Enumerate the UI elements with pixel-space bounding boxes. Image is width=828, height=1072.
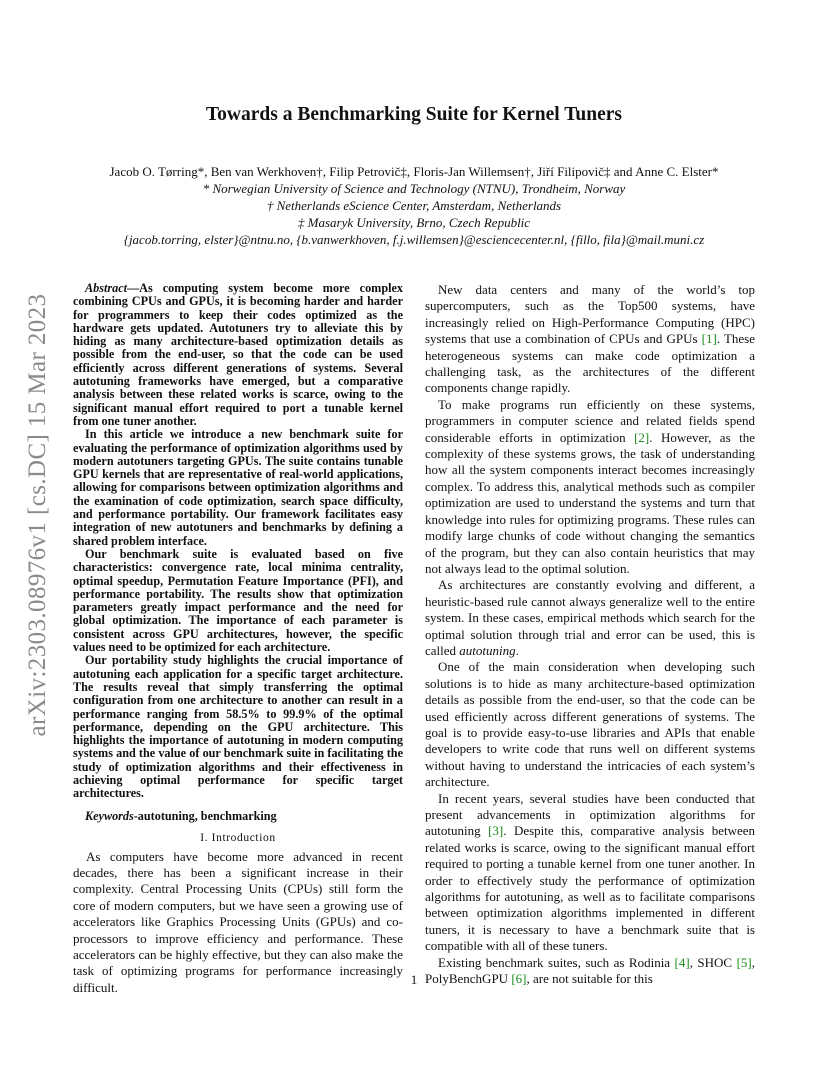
keywords <box>73 809 403 823</box>
abstract-paragraph: In this article we introduce a new benchmark suite for evaluating the performance of optimization algorithms used by modern autotuners targeting GPUs. The suite contains tunable GPU kernels that are representative of real-world applications, allowing for comparisons between optimization algorithms and the examination of code optimization, search space difficulty, and performance portability. Our framework facilitates easy integration of new autotuners and benchmarks by defining a shared problem interface. <box>73 427 403 548</box>
author-emails: {jacob.torring, elster}@ntnu.no, {b.vanwerkhoven, f.j.willemsen}@esciencecenter.nl, {fillo, fila}@mail.muni.cz <box>123 232 705 247</box>
arxiv-sidebar <box>18 280 58 750</box>
body-paragraph: Existing benchmark suites, such as Rodinia [4], SHOC [5], PolyBenchGPU [6], are not suitable for this <box>425 954 755 987</box>
affiliation-masaryk: ‡ Masaryk University, Brno, Czech Republic <box>297 215 531 230</box>
abstract-paragraph: Our benchmark suite is evaluated based on five characteristics: convergence rate, local minima centrality, optimal speedup, Permutation Feature Importance (PFI), and performance portability. The results show that optimization parameters greatly impact performance and the need for global optimization. The importance of each parameter is consistent across GPU architectures, however, the specific values need to be optimized for each architecture. <box>73 546 403 655</box>
keywords-heading: Keywords <box>85 808 134 823</box>
left-column <box>73 282 403 996</box>
body-paragraph: New data centers and many of the world’s top supercomputers, such as the Top500 systems, have increasingly relied on High-Performance Computing (HPC) systems that use a combination of CPUs and GPUs [1]. These heterogeneous systems can make code optimization a challenging task, as the architectures of the different components change rapidly. <box>425 282 755 396</box>
citation-link[interactable]: [4] <box>674 954 690 970</box>
citation-link[interactable]: [2] <box>634 429 650 445</box>
affiliation-escience: † Netherlands eScience Center, Amsterdam, Netherlands <box>266 198 562 213</box>
keywords-text: -autotuning, benchmarking <box>133 808 277 823</box>
body-paragraph: As architectures are constantly evolving and different, a heuristic-based rule cannot always generalize well to the entire system. In these cases, empirical methods which search for the optimal solution through trial and error can be used, this is called autotuning. <box>425 577 755 658</box>
author-block <box>0 163 828 248</box>
emphasis-term: autotuning <box>459 642 516 658</box>
body-paragraph: In recent years, several studies have been conducted that present advancements in optimization algorithms for autotuning [3]. Despite this, comparative analysis between related works is scarce, owing to the significant manual effort required to porting a tunable kernel from one tuner another. In order to effectively study the performance of optimization algorithms for autotuning, as well as to facilitate comparisons between optimization algorithms implemented in different tuners, it is necessary to have a benchmark suite that is compatible with all of these tuners. <box>425 790 755 954</box>
paper-title: Towards a Benchmarking Suite for Kernel Tuners <box>205 104 623 125</box>
abstract-paragraph: Abstract—As computing system become more complex combining CPUs and GPUs, it is becoming harder and harder for programmers to keep their codes optimized as the hardware gets updated. Autotuners try to alleviate this by hiding as many architecture-based optimization details as possible from the end-user, so that the code can be used efficiently across different generations of systems. Several autotuning frameworks have emerged, but a comparative analysis between these related works is scarce, owing to the significant manual effort required to port a tunable kernel from one tuner another. <box>73 281 403 428</box>
abstract <box>73 282 403 801</box>
abstract-paragraph: Our portability study highlights the crucial importance of autotuning each application for a specific target architecture. The results reveal that simply transferring the optimal configuration from one architecture to another can result in a performance ranging from 58.5% to 99.9% of the optimal performance, depending on the GPU architecture. This highlights the importance of autotuning in modern computing systems and the value of our benchmark suite in facilitating the study of optimization algorithms and their effectiveness in achieving optimal performance for specific target architectures. <box>73 653 403 801</box>
section-heading: I. Introduction <box>200 831 276 844</box>
abstract-heading: Abstract <box>85 281 127 295</box>
affiliation-ntnu: * Norwegian University of Science and Technology (NTNU), Trondheim, Norway <box>202 181 626 196</box>
arxiv-identifier: arXiv:2303.08976v1 [cs.DC] 15 Mar 2023 <box>24 293 51 737</box>
body-paragraph: One of the main consideration when developing such solutions is to hide as many architecture-based optimization details as possible from the end-user, so that the code can be used efficiently across different generations of systems. The goal is to provide easy-to-use libraries and APIs that enable developers to write code that runs well on different systems without having to understand the intricacies of each system’s architecture. <box>425 659 755 790</box>
right-column <box>425 282 755 987</box>
body-paragraph: As computers have become more advanced in recent decades, there has been a significant increase in their complexity. Central Processing Units (CPUs) still form the core of modern computers, but we have seen a growing use of accelerators like Graphics Processing Units (GPUs) and co-processors to improve efficiency and performance. These accelerators can be highly effective, but they can also make the task of optimizing programs for performance increasingly difficult. <box>73 848 403 995</box>
author-list: Jacob O. Tørring*, Ben van Werkhoven†, Filip Petrovič‡, Floris-Jan Willemsen†, Jiří Filipovič‡ and Anne C. Elster* <box>109 164 719 179</box>
page-number: 1 <box>410 972 418 987</box>
citation-link[interactable]: [5] <box>736 954 752 970</box>
body-paragraph: To make programs run efficiently on these systems, programmers in computer science and related fields spend considerable efforts in optimization [2]. However, as the complexity of these systems grows, the task of understanding how all the system components interact becomes increasingly complex. To address this, analytical methods such as compiler optimization are used to understand the systems and turn that knowledge into rules for optimizing programs. These rules can modify large chunks of code without changing the semantics of the program, but they can also contain heuristics that may not always lead to the optimal solution. <box>425 396 755 576</box>
citation-link[interactable]: [6] <box>511 971 527 987</box>
citation-link[interactable]: [1] <box>701 331 717 347</box>
citation-link[interactable]: [3] <box>488 823 504 839</box>
